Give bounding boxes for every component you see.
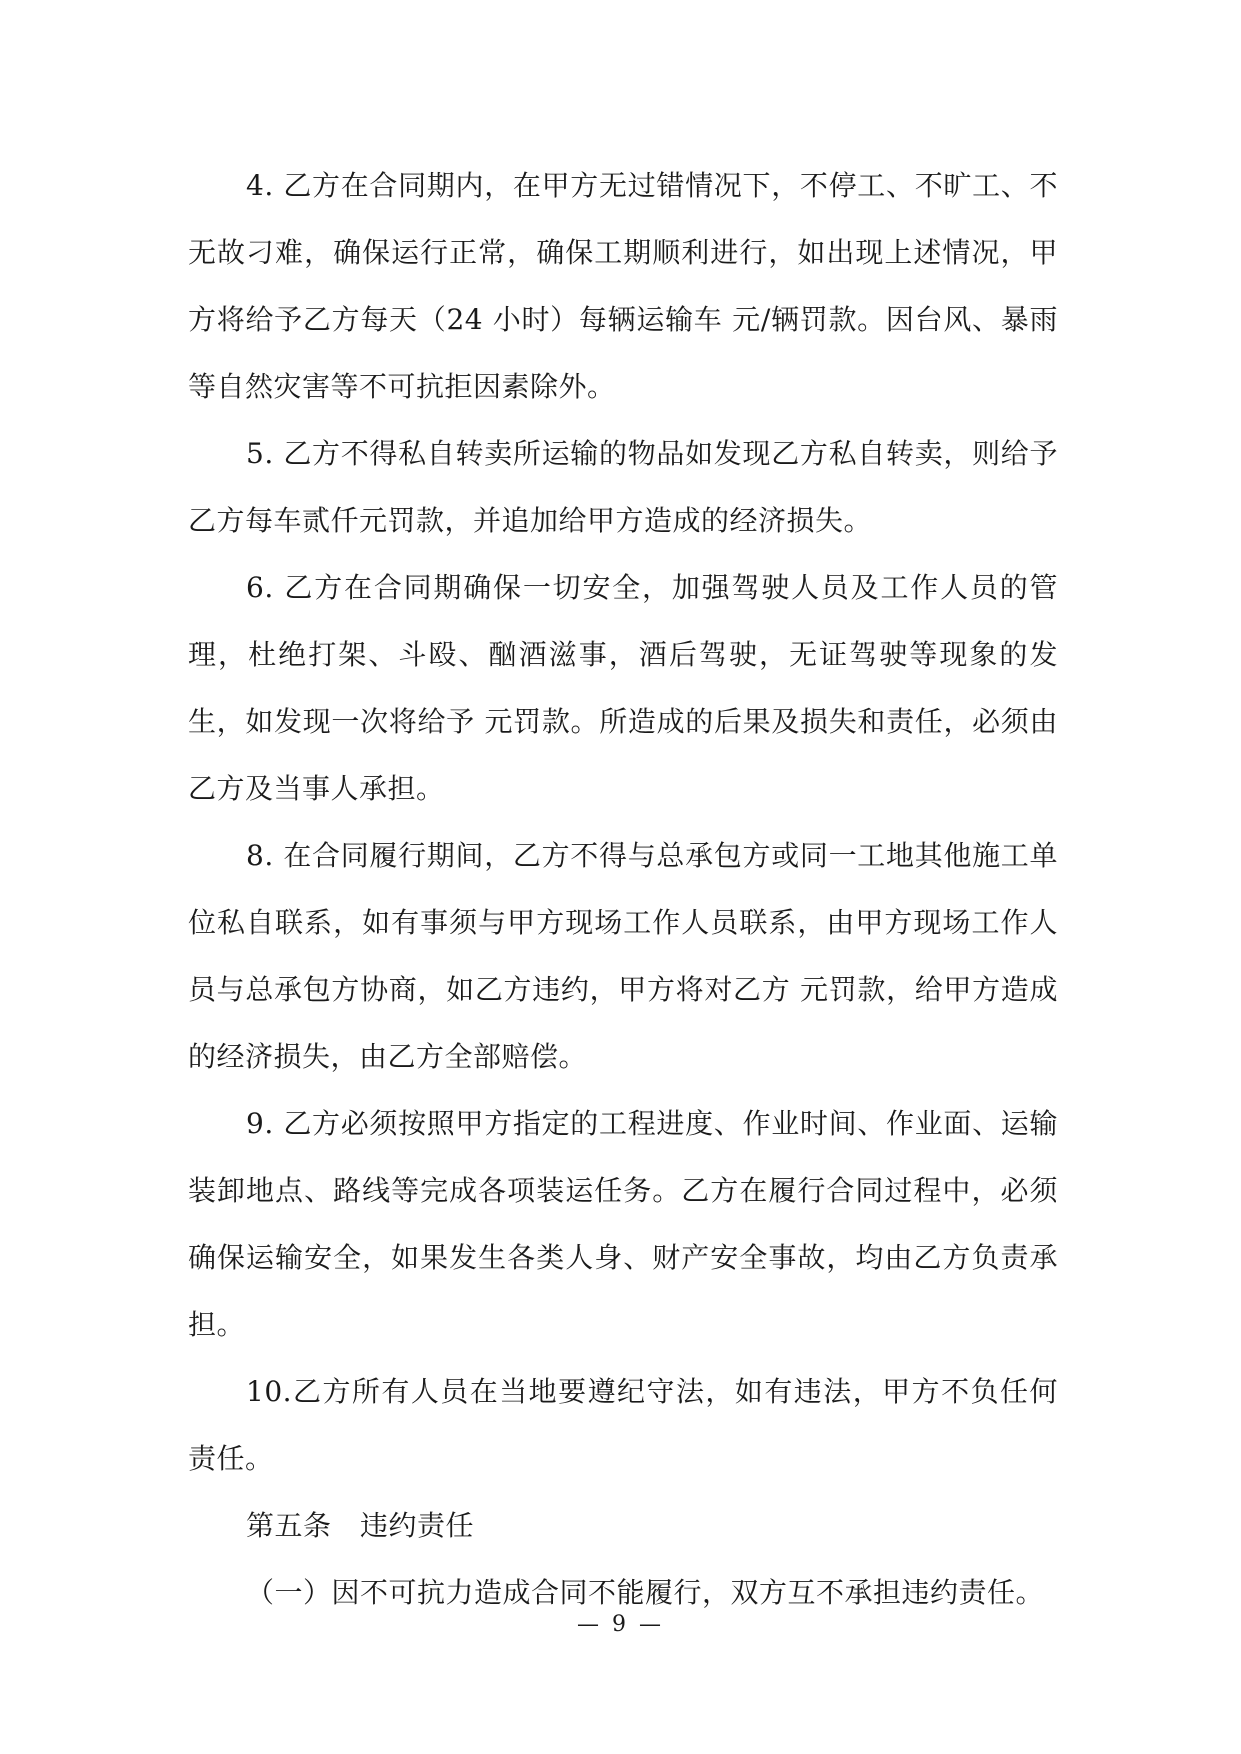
article-five-heading: 第五条 违约责任 [246, 1509, 475, 1542]
clause-9-paragraph: 9. 乙方必须按照甲方指定的工程进度、作业时间、作业面、运输装卸地点、路线等完成各项装运任务。乙方在履行合同过程中，必须确保运输安全，如果发生各类人身、财产安全事故，均由乙方负责承担。 [188, 1107, 1058, 1341]
breach-clause-one: （一）因不可抗力造成合同不能履行，双方互不承担违约责任。 [246, 1576, 1045, 1609]
page-number: — 9 — [577, 1612, 664, 1637]
clause-4-paragraph: 4. 乙方在合同期内，在甲方无过错情况下，不停工、不旷工、不无故刁难，确保运行正常，确保工期顺利进行，如出现上述情况，甲方将给予乙方每天（24 小时）每辆运输车 元/辆罚款。因台风、暴雨等自然灾害等不可抗拒因素除外。 [188, 169, 1058, 403]
clause-8-paragraph: 8. 在合同履行期间，乙方不得与总承包方或同一工地其他施工单位私自联系，如有事须与甲方现场工作人员联系，由甲方现场工作人员与总承包方协商，如乙方违约，甲方将对乙方 元罚款，给甲方造成的经济损失，由乙方全部赔偿。 [188, 839, 1058, 1073]
contract-body [188, 152, 1058, 1626]
clause-10-paragraph: 10.乙方所有人员在当地要遵纪守法，如有违法，甲方不负任何责任。 [188, 1375, 1058, 1475]
clause-5-paragraph: 5. 乙方不得私自转卖所运输的物品如发现乙方私自转卖，则给予乙方每车贰仟元罚款，并追加给甲方造成的经济损失。 [188, 437, 1058, 537]
clause-6-paragraph: 6. 乙方在合同期确保一切安全，加强驾驶人员及工作人员的管理，杜绝打架、斗殴、酗酒滋事，酒后驾驶，无证驾驶等现象的发生，如发现一次将给予 元罚款。所造成的后果及损失和责任，必须由乙方及当事人承担。 [188, 571, 1058, 805]
